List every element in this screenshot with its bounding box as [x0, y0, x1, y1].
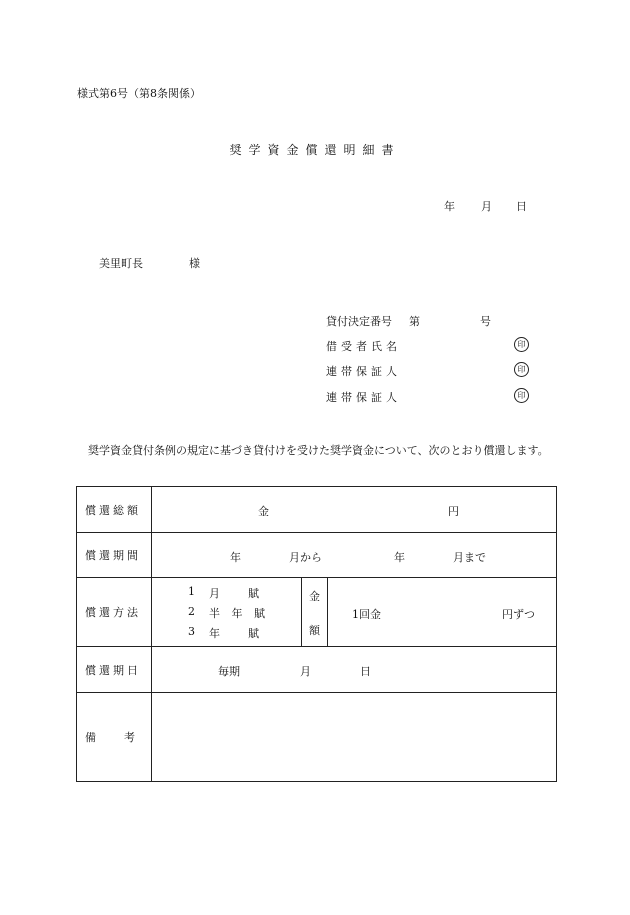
total-yen: 円	[448, 505, 459, 518]
method-option-3[interactable]: 年 賦	[209, 627, 261, 640]
form-number: 様式第6号（第8条関係）	[77, 87, 201, 100]
date-day-value: 日	[360, 665, 371, 678]
method-divider-1	[301, 578, 302, 646]
per-time-amount: 1回金	[352, 608, 381, 621]
addressee-name: 美里町長	[99, 257, 143, 270]
date-day: 日	[516, 200, 527, 213]
date-year: 年	[444, 200, 455, 213]
guarantor-2-label: 連帯保証人	[326, 391, 401, 404]
body-text: 奨学資金貸付条例の規定に基づき貸付けを受けた奨学資金について、次のとおり償還します。	[88, 444, 549, 457]
total-label: 償還総額	[77, 487, 152, 533]
decision-number-prefix: 第	[409, 315, 420, 328]
row-total	[77, 487, 557, 533]
remarks-label: 備 考	[77, 693, 152, 782]
period-year-until: 年	[394, 551, 405, 564]
method-option-1[interactable]: 月 賦	[209, 587, 261, 600]
date-value-cell[interactable]	[152, 647, 557, 693]
repayment-table	[76, 486, 557, 782]
date-every: 毎期	[218, 665, 240, 678]
guarantor-1-label: 連帯保証人	[326, 365, 401, 378]
date-month-value: 月	[300, 665, 311, 678]
period-year-from: 年	[230, 551, 241, 564]
addressee	[99, 255, 200, 271]
row-date	[77, 647, 557, 693]
row-remarks	[77, 693, 557, 782]
method-value-cell	[152, 578, 557, 647]
total-value-cell[interactable]	[152, 487, 557, 533]
method-option-1-num: 1	[188, 585, 195, 598]
period-label: 償還期間	[77, 533, 152, 578]
remarks-value-cell[interactable]	[152, 693, 557, 782]
decision-number-label: 貸付決定番号	[326, 315, 392, 328]
period-from: 月から	[289, 551, 322, 564]
row-period	[77, 533, 557, 578]
seal-mark: 印	[514, 337, 529, 352]
date-label: 償還期日	[77, 647, 152, 693]
method-label: 償還方法	[77, 578, 152, 647]
page-title: 奨学資金償還明細書	[229, 143, 401, 157]
seal-mark: 印	[514, 362, 529, 377]
row-method	[77, 578, 557, 647]
method-option-2-num: 2	[188, 605, 195, 618]
total-money: 金	[258, 505, 269, 518]
borrower-name-label: 借受者氏名	[326, 340, 401, 353]
amount-label-top: 金	[309, 590, 320, 603]
method-option-2[interactable]: 半 年 賦	[209, 607, 269, 620]
decision-number-suffix: 号	[480, 315, 491, 328]
date-month: 月	[481, 200, 492, 213]
method-option-3-num: 3	[188, 625, 195, 638]
period-until: 月まで	[453, 551, 486, 564]
addressee-honorific: 様	[189, 257, 200, 270]
per-time-each: 円ずつ	[502, 608, 535, 621]
seal-mark: 印	[514, 388, 529, 403]
method-divider-2	[327, 578, 328, 646]
amount-label-bottom: 額	[309, 624, 320, 637]
period-value-cell[interactable]	[152, 533, 557, 578]
